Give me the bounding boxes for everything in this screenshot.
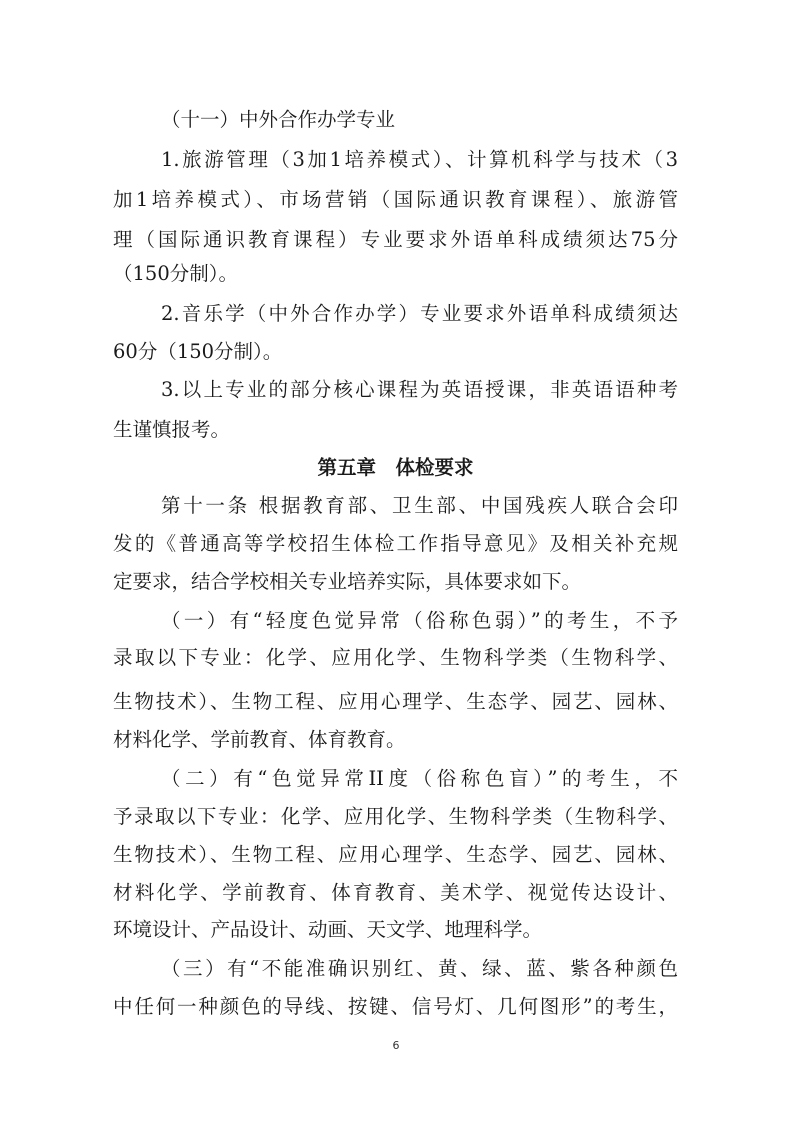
item-1-line-3: 理（国际通识教育课程）专业要求外语单科成绩须达75分 — [113, 228, 678, 251]
para-1-line-2: 录取以下专业：化学、应用化学、生物科学类（生物科学、 — [113, 646, 678, 669]
item-3-line-1: 3.以上专业的部分核心课程为英语授课，非英语语种考 — [161, 378, 678, 401]
article-11-line-2: 发的《普通高等学校招生体检工作指导意见》及相关补充规 — [113, 532, 678, 555]
para-2-line-1: （二）有“色觉异常II度（俗称色盲）”的考生，不 — [161, 767, 678, 790]
chapter-5-heading: 第五章 体检要求 — [317, 456, 474, 479]
item-1-line-4: （150分制）。 — [113, 262, 238, 285]
item-2-line-1: 2.音乐学（中外合作办学）专业要求外语单科成绩须达 — [161, 302, 678, 325]
para-1-line-4: 材料化学、学前教育、体育教育。 — [113, 728, 406, 751]
item-3-line-2: 生谨慎报考。 — [113, 418, 231, 441]
para-1-line-3: 生物技术）、生物工程、应用心理学、生态学、园艺、园林、 — [113, 690, 678, 713]
item-1-line-1: 1.旅游管理（3加1培养模式）、计算机科学与技术（3 — [161, 148, 678, 171]
para-2-line-2: 予录取以下专业：化学、应用化学、生物科学类（生物科学、 — [113, 805, 678, 828]
para-3-line-2: 中任何一种颜色的导线、按键、信号灯、几何图形”的考生， — [113, 995, 678, 1018]
para-2-line-3: 生物技术）、生物工程、应用心理学、生态学、园艺、园林、 — [113, 843, 678, 866]
item-1-line-2: 加1培养模式）、市场营销（国际通识教育课程）、旅游管 — [113, 188, 678, 211]
para-1-line-1: （一）有“轻度色觉异常（俗称色弱）”的考生，不予 — [161, 609, 678, 632]
section-11-title: （十一）中外合作办学专业 — [161, 108, 396, 131]
article-11-line-3: 定要求，结合学校相关专业培养实际，具体要求如下。 — [113, 570, 582, 593]
para-2-line-5: 环境设计、产品设计、动画、天文学、地理科学。 — [113, 918, 543, 941]
article-11-line-1: 第十一条 根据教育部、卫生部、中国残疾人联合会印 — [161, 494, 678, 517]
item-2-line-2: 60分（150分制）。 — [113, 340, 283, 363]
para-2-line-4: 材料化学、学前教育、体育教育、美术学、视觉传达设计、 — [113, 881, 678, 904]
page-number: 6 — [392, 1039, 400, 1052]
para-3-line-1: （三）有“不能准确识别红、黄、绿、蓝、紫各种颜色 — [161, 957, 678, 980]
